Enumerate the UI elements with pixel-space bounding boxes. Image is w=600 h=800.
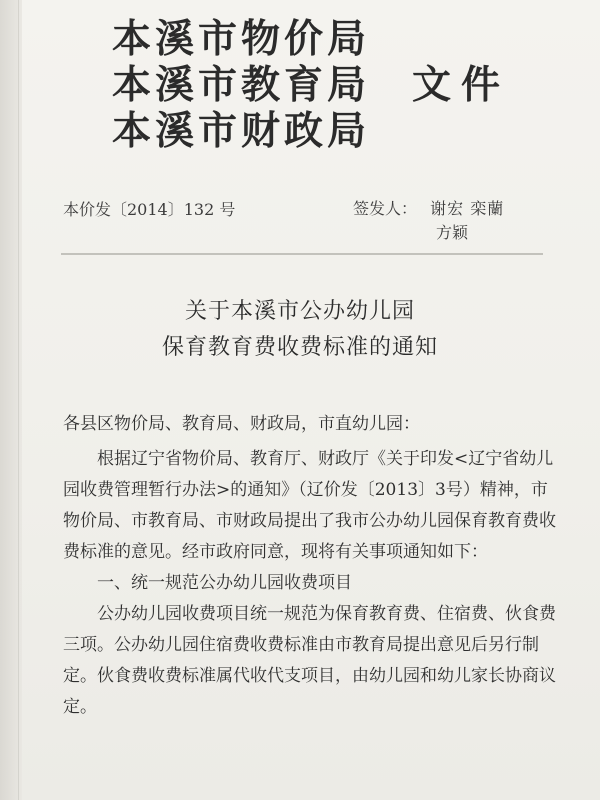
document-header (112, 8, 572, 153)
document-body (63, 409, 563, 723)
issuing-agency-1: 本溪市物价局 (112, 16, 371, 62)
page-edge-line (18, 0, 19, 800)
issuing-agency-2: 本溪市教育局 (112, 62, 371, 108)
issuing-agency-3: 本溪市财政局 (112, 108, 371, 154)
body-paragraph-2: 公办幼儿园收费项目统一规范为保育教育费、住宿费、伙食费三项。公办幼儿园住宿费收费标准由市教育局提出意见后另行制定。伙食费收费标准属代收代支项目，由幼儿园和幼儿家长协商议定。 (63, 604, 556, 717)
document-number: 本价发〔2014〕132 号 (63, 200, 236, 219)
body-paragraph-1: 根据辽宁省物价局、教育厅、财政厅《关于印发<辽宁省幼儿园收费管理暂行办法>的通知》（辽价发〔2013〕3号）精神，市物价局、市教育局、市财政局提出了我市公办幼儿园保育教育费收费标准的意见。经市政府同意，现将有关事项通知如下： (63, 449, 556, 562)
issuer-names: 谢宏 栾蘭 (430, 199, 505, 218)
section-heading-1: 一、统一规范公办幼儿园收费项目 (97, 573, 352, 593)
issuer-label: 签发人： (353, 199, 418, 218)
header-divider (61, 253, 543, 255)
title-line-2: 保育教育费收费标准的通知 (161, 335, 438, 361)
issuer-names-continued: 方颖 (436, 223, 469, 242)
issuer-line (353, 196, 504, 219)
document-type-label: 文件 (412, 62, 511, 108)
document-title (0, 294, 600, 367)
title-line-1: 关于本溪市公办幼儿园 (184, 299, 415, 324)
salutation: 各县区物价局、教育局、财政局，市直幼儿园： (63, 414, 420, 434)
